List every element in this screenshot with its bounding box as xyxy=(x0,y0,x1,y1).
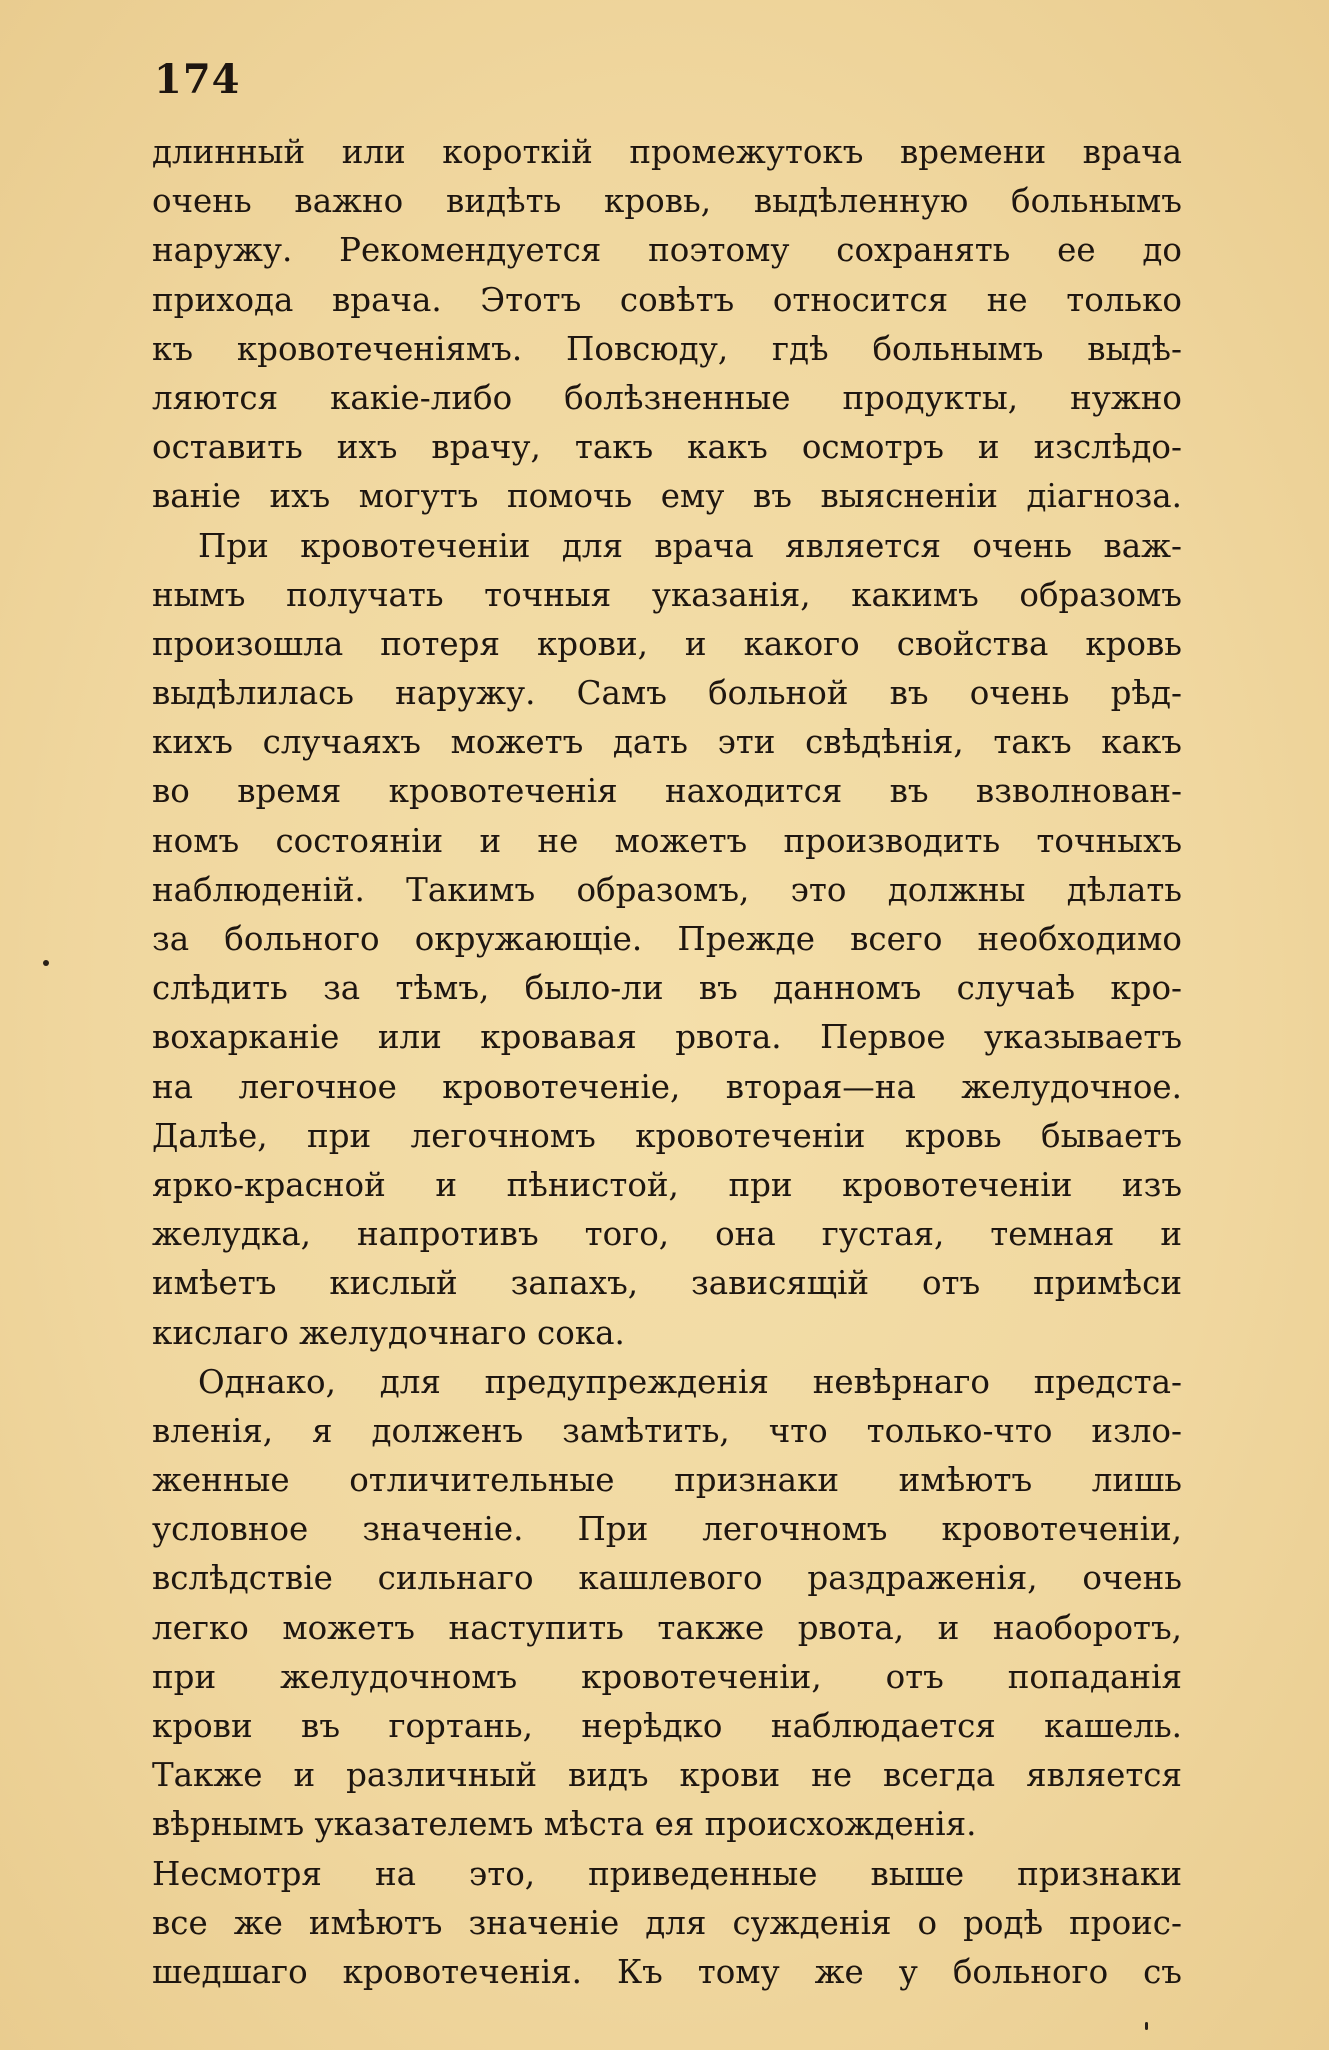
text-line: произошла потеря крови, и какого свойства кровь xyxy=(152,624,1182,663)
text-line: При кровотеченіи для врача является очень важ- xyxy=(198,526,1182,565)
text-line: Однако, для предупрежденія невѣрнаго предста- xyxy=(198,1362,1182,1401)
text-line: кислаго желудочнаго сока. xyxy=(152,1313,625,1352)
ink-speck xyxy=(1145,2022,1148,2030)
page-number: 174 xyxy=(154,56,241,103)
text-line: наружу. Рекомендуется поэтому сохранять ее до xyxy=(152,231,1182,270)
text-line: длинный или короткій промежутокъ времени врача xyxy=(152,133,1182,171)
text-line: на легочное кровотеченіе, вторая—на желудочное. xyxy=(152,1067,1182,1106)
text-line: вохарканіе или кровавая рвота. Первое указываетъ xyxy=(152,1018,1182,1057)
text-line: за больного окружающіе. Прежде всего необходимо xyxy=(152,920,1182,958)
text-line: все же имѣютъ значеніе для сужденія о родѣ проис- xyxy=(152,1903,1182,1942)
text-line: Также и различный видъ крови не всегда является xyxy=(152,1756,1182,1795)
body-text xyxy=(152,128,1182,1997)
text-line: оставить ихъ врачу, такъ какъ осмотръ и изслѣдо- xyxy=(152,428,1182,467)
text-line: нымъ получать точныя указанія, какимъ образомъ xyxy=(152,575,1182,614)
text-line: кихъ случаяхъ можетъ дать эти свѣдѣнія, такъ какъ xyxy=(152,723,1182,762)
text-line: вслѣдствіе сильнаго кашлевого раздраженія, очень xyxy=(152,1559,1182,1598)
text-line: при желудочномъ кровотеченіи, отъ попаданія xyxy=(152,1657,1182,1696)
text-line: къ кровотеченіямъ. Повсюду, гдѣ больнымъ выдѣ- xyxy=(152,329,1182,368)
text-line: очень важно видѣть кровь, выдѣленную больнымъ xyxy=(152,182,1182,221)
text-line: Далѣе, при легочномъ кровотеченіи кровь бываетъ xyxy=(152,1116,1182,1155)
text-line: прихода врача. Этотъ совѣтъ относится не только xyxy=(152,280,1182,319)
text-line: имѣетъ кислый запахъ, зависящій отъ примѣси xyxy=(152,1264,1182,1303)
text-line: желудка, напротивъ того, она густая, темная и xyxy=(152,1215,1182,1254)
text-line: наблюденій. Такимъ образомъ, это должны дѣлать xyxy=(152,870,1182,909)
text-line: ярко-красной и пѣнистой, при кровотеченіи изъ xyxy=(152,1165,1182,1204)
text-line: номъ состояніи и не можетъ производить точныхъ xyxy=(152,821,1182,860)
text-line: ляются какіе-либо болѣзненные продукты, нужно xyxy=(152,378,1182,417)
text-line: во время кровотеченія находится въ взволнован- xyxy=(152,772,1182,811)
text-line: женные отличительные признаки имѣютъ лишь xyxy=(152,1461,1182,1500)
ink-speck xyxy=(43,960,49,966)
text-line: условное значеніе. При легочномъ кровотеченіи, xyxy=(152,1510,1182,1549)
text-line: вленія, я долженъ замѣтить, что только-что изло- xyxy=(152,1411,1182,1450)
text-line: вѣрнымъ указателемъ мѣста ея происхожденія. xyxy=(152,1805,977,1844)
text-line: крови въ гортань, нерѣдко наблюдается кашель. xyxy=(152,1707,1182,1745)
text-line: шедшаго кровотеченія. Къ тому же у больного съ xyxy=(152,1952,1182,1991)
text-line: слѣдить за тѣмъ, было-ли въ данномъ случаѣ кро- xyxy=(152,969,1182,1008)
text-line: выдѣлилась наружу. Самъ больной въ очень рѣд- xyxy=(152,674,1182,713)
text-line: Несмотря на это, приведенные выше признаки xyxy=(152,1854,1182,1893)
text-line: ваніе ихъ могутъ помочь ему въ выясненіи діагноза. xyxy=(152,477,1182,516)
text-line: легко можетъ наступить также рвота, и наоборотъ, xyxy=(152,1608,1182,1647)
